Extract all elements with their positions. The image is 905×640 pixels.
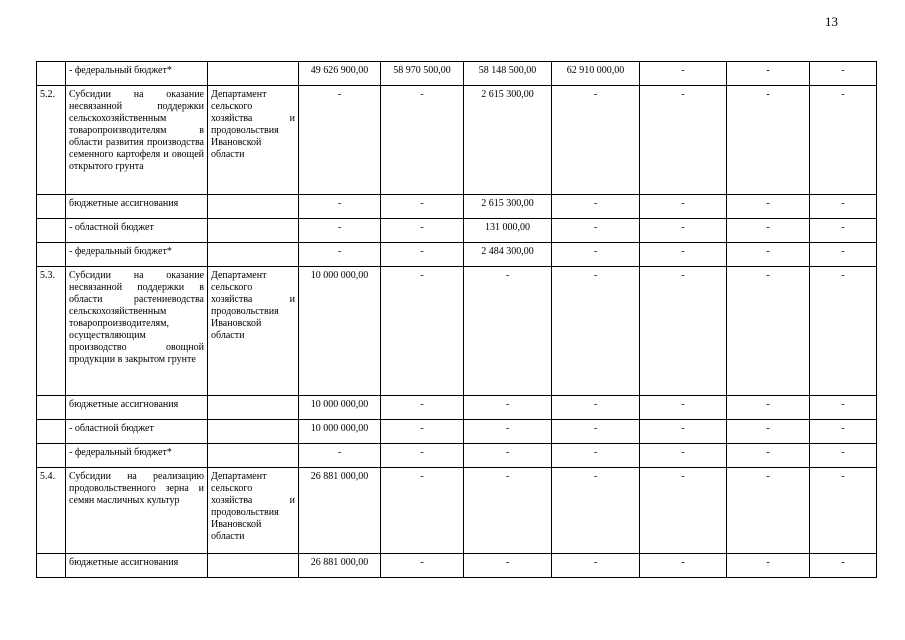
- amount-cell: -: [810, 195, 877, 219]
- amount-cell: 2 484 300,00: [464, 243, 552, 267]
- amount-cell: -: [299, 444, 381, 468]
- amount-cell: -: [727, 86, 810, 195]
- amount-cell: -: [552, 86, 640, 195]
- amount-cell: -: [810, 62, 877, 86]
- amount-cell: -: [381, 86, 464, 195]
- row-name-cell: бюджетные ассигнования: [66, 554, 208, 578]
- row-number-cell: 5.4.: [37, 468, 66, 554]
- amount-cell: -: [727, 267, 810, 396]
- amount-cell: 26 881 000,00: [299, 554, 381, 578]
- row-name-cell: - областной бюджет: [66, 219, 208, 243]
- amount-cell: -: [640, 420, 727, 444]
- row-number-cell: [37, 219, 66, 243]
- table-row: [37, 554, 877, 578]
- row-name-cell: Субсидии на оказание несвязанной поддержки в области растениеводства сельскохозяйственным товаропроизводителям, осуществляющим производство овощной продукции в закрытом грунте: [66, 267, 208, 396]
- amount-cell: -: [810, 86, 877, 195]
- amount-cell: 2 615 300,00: [464, 86, 552, 195]
- amount-cell: -: [727, 554, 810, 578]
- amount-cell: -: [552, 468, 640, 554]
- amount-cell: -: [464, 267, 552, 396]
- amount-cell: -: [810, 243, 877, 267]
- amount-cell: -: [552, 396, 640, 420]
- amount-cell: -: [640, 86, 727, 195]
- amount-cell: -: [464, 468, 552, 554]
- row-number-cell: [37, 554, 66, 578]
- executor-cell: Департамент сельского хозяйства и продовольствия Ивановской области: [208, 267, 299, 396]
- executor-cell: [208, 554, 299, 578]
- table-row: [37, 444, 877, 468]
- amount-cell: -: [640, 267, 727, 396]
- row-number-cell: [37, 420, 66, 444]
- amount-cell: -: [381, 396, 464, 420]
- executor-cell: [208, 420, 299, 444]
- amount-cell: -: [552, 243, 640, 267]
- amount-cell: -: [552, 219, 640, 243]
- row-number-cell: [37, 444, 66, 468]
- table-row: [37, 267, 877, 396]
- amount-cell: -: [810, 396, 877, 420]
- amount-cell: -: [381, 554, 464, 578]
- row-name-cell: - областной бюджет: [66, 420, 208, 444]
- table-row: [37, 219, 877, 243]
- amount-cell: 2 615 300,00: [464, 195, 552, 219]
- table-row: [37, 195, 877, 219]
- amount-cell: -: [381, 468, 464, 554]
- amount-cell: -: [299, 86, 381, 195]
- amount-cell: 58 148 500,00: [464, 62, 552, 86]
- amount-cell: 131 000,00: [464, 219, 552, 243]
- amount-cell: 10 000 000,00: [299, 267, 381, 396]
- row-number-cell: [37, 62, 66, 86]
- amount-cell: -: [381, 195, 464, 219]
- amount-cell: -: [727, 420, 810, 444]
- row-name-cell: - федеральный бюджет*: [66, 444, 208, 468]
- amount-cell: -: [552, 554, 640, 578]
- amount-cell: 49 626 900,00: [299, 62, 381, 86]
- executor-cell: Департамент сельского хозяйства и продовольствия Ивановской области: [208, 86, 299, 195]
- executor-cell: [208, 396, 299, 420]
- page-number: 13: [825, 14, 838, 29]
- amount-cell: 10 000 000,00: [299, 420, 381, 444]
- row-name-cell: бюджетные ассигнования: [66, 195, 208, 219]
- row-number-cell: [37, 195, 66, 219]
- table-row: [37, 468, 877, 554]
- executor-cell: Департамент сельского хозяйства и продовольствия Ивановской области: [208, 468, 299, 554]
- row-name-cell: Субсидии на реализацию продовольственного зерна и семян масличных культур: [66, 468, 208, 554]
- budget-table: [36, 61, 877, 578]
- amount-cell: -: [464, 396, 552, 420]
- executor-cell: [208, 219, 299, 243]
- amount-cell: -: [810, 267, 877, 396]
- amount-cell: -: [727, 195, 810, 219]
- table-row: [37, 86, 877, 195]
- amount-cell: -: [640, 396, 727, 420]
- row-number-cell: 5.3.: [37, 267, 66, 396]
- row-name-cell: - федеральный бюджет*: [66, 243, 208, 267]
- amount-cell: -: [727, 219, 810, 243]
- amount-cell: 10 000 000,00: [299, 396, 381, 420]
- row-name-cell: Субсидии на оказание несвязанной поддержки сельскохозяйственным товаропроизводителям в области развития производства семенного картофеля и овощей открытого грунта: [66, 86, 208, 195]
- amount-cell: -: [727, 396, 810, 420]
- amount-cell: -: [810, 554, 877, 578]
- amount-cell: -: [381, 444, 464, 468]
- amount-cell: -: [810, 420, 877, 444]
- amount-cell: -: [640, 195, 727, 219]
- amount-cell: -: [381, 267, 464, 396]
- amount-cell: 58 970 500,00: [381, 62, 464, 86]
- amount-cell: -: [299, 243, 381, 267]
- amount-cell: 26 881 000,00: [299, 468, 381, 554]
- table-row: [37, 243, 877, 267]
- executor-cell: [208, 62, 299, 86]
- amount-cell: -: [727, 62, 810, 86]
- amount-cell: -: [727, 243, 810, 267]
- table-row: [37, 396, 877, 420]
- row-number-cell: [37, 396, 66, 420]
- amount-cell: -: [299, 219, 381, 243]
- amount-cell: -: [640, 444, 727, 468]
- row-number-cell: [37, 243, 66, 267]
- amount-cell: -: [640, 554, 727, 578]
- executor-cell: [208, 243, 299, 267]
- amount-cell: -: [381, 243, 464, 267]
- executor-cell: [208, 195, 299, 219]
- row-name-cell: - федеральный бюджет*: [66, 62, 208, 86]
- executor-cell: [208, 444, 299, 468]
- amount-cell: -: [727, 468, 810, 554]
- amount-cell: -: [552, 267, 640, 396]
- amount-cell: -: [552, 420, 640, 444]
- amount-cell: -: [640, 243, 727, 267]
- amount-cell: -: [552, 444, 640, 468]
- amount-cell: -: [810, 219, 877, 243]
- table-row: [37, 62, 877, 86]
- table-row: [37, 420, 877, 444]
- amount-cell: -: [299, 195, 381, 219]
- row-number-cell: 5.2.: [37, 86, 66, 195]
- row-name-cell: бюджетные ассигнования: [66, 396, 208, 420]
- amount-cell: -: [810, 468, 877, 554]
- amount-cell: -: [464, 444, 552, 468]
- amount-cell: -: [464, 554, 552, 578]
- amount-cell: -: [552, 195, 640, 219]
- table-body: [37, 62, 877, 578]
- amount-cell: -: [381, 420, 464, 444]
- amount-cell: -: [727, 444, 810, 468]
- amount-cell: -: [810, 444, 877, 468]
- amount-cell: -: [640, 468, 727, 554]
- amount-cell: -: [381, 219, 464, 243]
- amount-cell: -: [640, 219, 727, 243]
- amount-cell: -: [464, 420, 552, 444]
- amount-cell: -: [640, 62, 727, 86]
- amount-cell: 62 910 000,00: [552, 62, 640, 86]
